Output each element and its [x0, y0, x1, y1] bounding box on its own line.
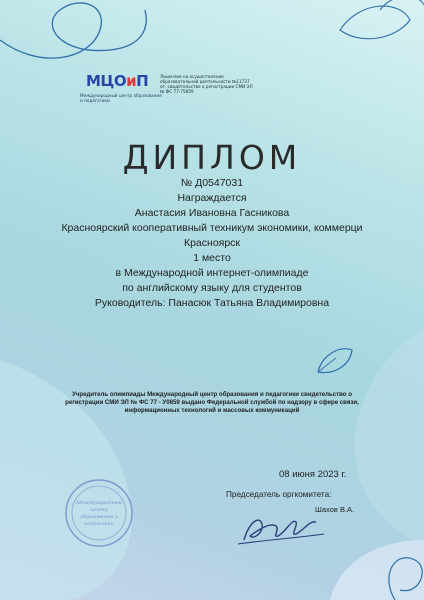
chair-title: Председатель оргкомитета:: [226, 490, 332, 499]
svg-text:центр: центр: [90, 507, 108, 513]
institution-name: Красноярский кооперативный техникум экономики, коммерци: [61, 222, 363, 234]
deco-line-top-right: [380, 0, 424, 10]
event-line-1: в Международной интернет-олимпиаде: [115, 267, 309, 279]
svg-text:педагогики: педагогики: [84, 521, 114, 527]
organization-logo: [80, 72, 160, 108]
deco-leaf-mid-right: [318, 349, 352, 373]
city-name: Красноярск: [183, 237, 241, 249]
deco-leaf-top-right: [340, 6, 410, 39]
deco-line-top-left: [0, 3, 146, 58]
license-note: Лицензия на осуществление образовательной деятельности №11737 от, свидетельство о регистрации СМИ ЭЛ № ФС 77-75859: [160, 74, 253, 94]
awarded-label: Награждается: [177, 192, 247, 204]
supervisor-line: Руководитель: Панасюк Татьяна Владимировна: [94, 297, 330, 309]
issue-date: 08 июня 2023 г.: [279, 469, 347, 480]
founder-note: Учредитель олимпиады Международный центр образования и педагогики свидетельство о регистрации СМИ ЭЛ № ФС 77 - У0859 выдано Федеральной службой по надзору в сфере связи, информационных технологий и массовых коммуникаций: [65, 391, 359, 415]
place-award: 1 место: [193, 252, 231, 264]
diploma-title: ДИПЛОМ: [122, 138, 302, 177]
diploma-number: № Д0547031: [180, 177, 244, 189]
event-line-2: по английскому языку для студентов: [122, 282, 302, 294]
blob-bottom-right: [330, 540, 424, 600]
logo-subtitle: Международный центр образования и педагогики: [80, 93, 162, 103]
logo-wordmark: МЦОиП: [86, 72, 149, 90]
blob-right: [355, 330, 424, 545]
recipient-name: Анастасия Ивановна Гасникова: [134, 207, 290, 219]
chair-signature: [236, 510, 326, 550]
svg-text:образования и: образования и: [79, 514, 119, 520]
chair-name: Шахов В.А.: [315, 505, 355, 514]
svg-text:Международный: Международный: [75, 500, 123, 506]
organization-stamp: [64, 478, 134, 548]
